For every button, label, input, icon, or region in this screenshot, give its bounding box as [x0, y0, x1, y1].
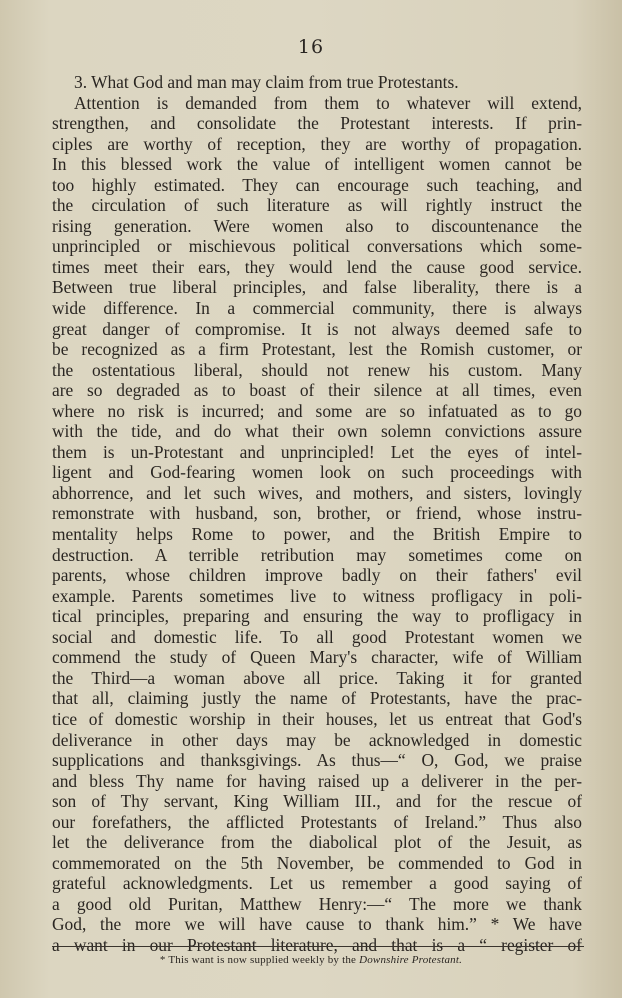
text-line: are so degraded as to boast of their silence at all times, even [52, 380, 582, 401]
text-line: and bless Thy name for having raised up a deliverer in the per- [52, 770, 582, 791]
text-line: ciples are worthy of reception, they are worthy of propagation. [52, 133, 582, 154]
text-line: great danger of compromise. It is not always deemed safe to [52, 318, 582, 339]
footnote-rule [52, 946, 584, 947]
text-line: abhorrence, and let such wives, and mothers, and sisters, lovingly [52, 482, 582, 503]
text-line: too highly estimated. They can encourage such teaching, and [52, 174, 582, 195]
text-line: the circulation of such literature as will rightly instruct the [52, 195, 582, 216]
text-line: God, the more we will have cause to thank him.” * We have [52, 914, 582, 935]
text-line: supplications and thanksgivings. As thus—“ O, God, we praise [52, 750, 582, 771]
page-number: 16 [297, 36, 325, 58]
footnote-text: * This want is now supplied weekly by the [159, 954, 357, 966]
text-line: Between true liberal principles, and false liberality, there is a [52, 277, 582, 298]
text-line: mentality helps Rome to power, and the British Empire to [52, 524, 582, 545]
text-line: commemorated on the 5th November, be commended to God in [52, 852, 582, 873]
text-line: them is un-Protestant and unprincipled! Let the eyes of intel- [52, 441, 582, 462]
text-line: parents, whose children improve badly on their fathers' evil [52, 565, 582, 586]
text-line: unprincipled or mischievous political conversations which some- [52, 236, 582, 257]
text-line: In this blessed work the value of intelligent women cannot be [52, 154, 582, 175]
text-line: 3. What God and man may claim from true Protestants. [74, 72, 459, 92]
text-line: the ostentatious liberal, should not renew his custom. Many [52, 359, 582, 380]
text-line: our forefathers, the afflicted Protestants of Ireland.” Thus also [52, 811, 582, 832]
text-line: strengthen, and consolidate the Protestant interests. If prin- [52, 113, 582, 134]
text-line: Attention is demanded from them to whatever will extend, [74, 92, 582, 113]
text-line: times meet their ears, they would lend the cause good service. [52, 256, 582, 277]
text-line: where no risk is incurred; and some are so infatuated as to go [52, 400, 582, 421]
text-line: that all, claiming justly the name of Protestants, have the prac- [52, 688, 582, 709]
text-line: rising generation. Were women also to discountenance the [52, 215, 582, 236]
text-line: grateful acknowledgments. Let us remember a good saying of [52, 873, 582, 894]
text-line: deliverance in other days may be acknowledged in domestic [52, 729, 582, 750]
text-line: tice of domestic worship in their houses, let us entreat that God's [52, 708, 582, 729]
text-line: be recognized as a firm Protestant, lest the Romish customer, or [52, 339, 582, 360]
text-line: example. Parents sometimes live to witness profligacy in poli- [52, 585, 582, 606]
text-line: commend the study of Queen Mary's character, wife of William [52, 647, 582, 668]
text-line: destruction. A terrible retribution may sometimes come on [52, 544, 582, 565]
body-text [52, 72, 582, 956]
text-line: with the tide, and do what their own solemn convictions assure [52, 421, 582, 442]
text-line: wide difference. In a commercial community, there is always [52, 298, 582, 319]
text-line: tical principles, preparing and ensuring the way to profligacy in [52, 606, 582, 627]
text-line: let the deliverance from the diabolical plot of the Jesuit, as [52, 832, 582, 853]
text-line: social and domestic life. To all good Protestant women we [52, 626, 582, 647]
footnote [0, 954, 622, 966]
text-line: remonstrate with husband, son, brother, or friend, whose instru- [52, 503, 582, 524]
text-line: ligent and God-fearing women look on such proceedings with [52, 462, 582, 483]
text-line: the Third—a woman above all price. Taking it for granted [52, 667, 582, 688]
footnote-source: Downshire Protestant. [359, 954, 463, 966]
text-line: son of Thy servant, King William III., and for the rescue of [52, 791, 582, 812]
text-line: a want in our Protestant literature, and that is a “ register of [52, 934, 582, 955]
text-line: a good old Puritan, Matthew Henry:—“ The more we thank [52, 893, 582, 914]
